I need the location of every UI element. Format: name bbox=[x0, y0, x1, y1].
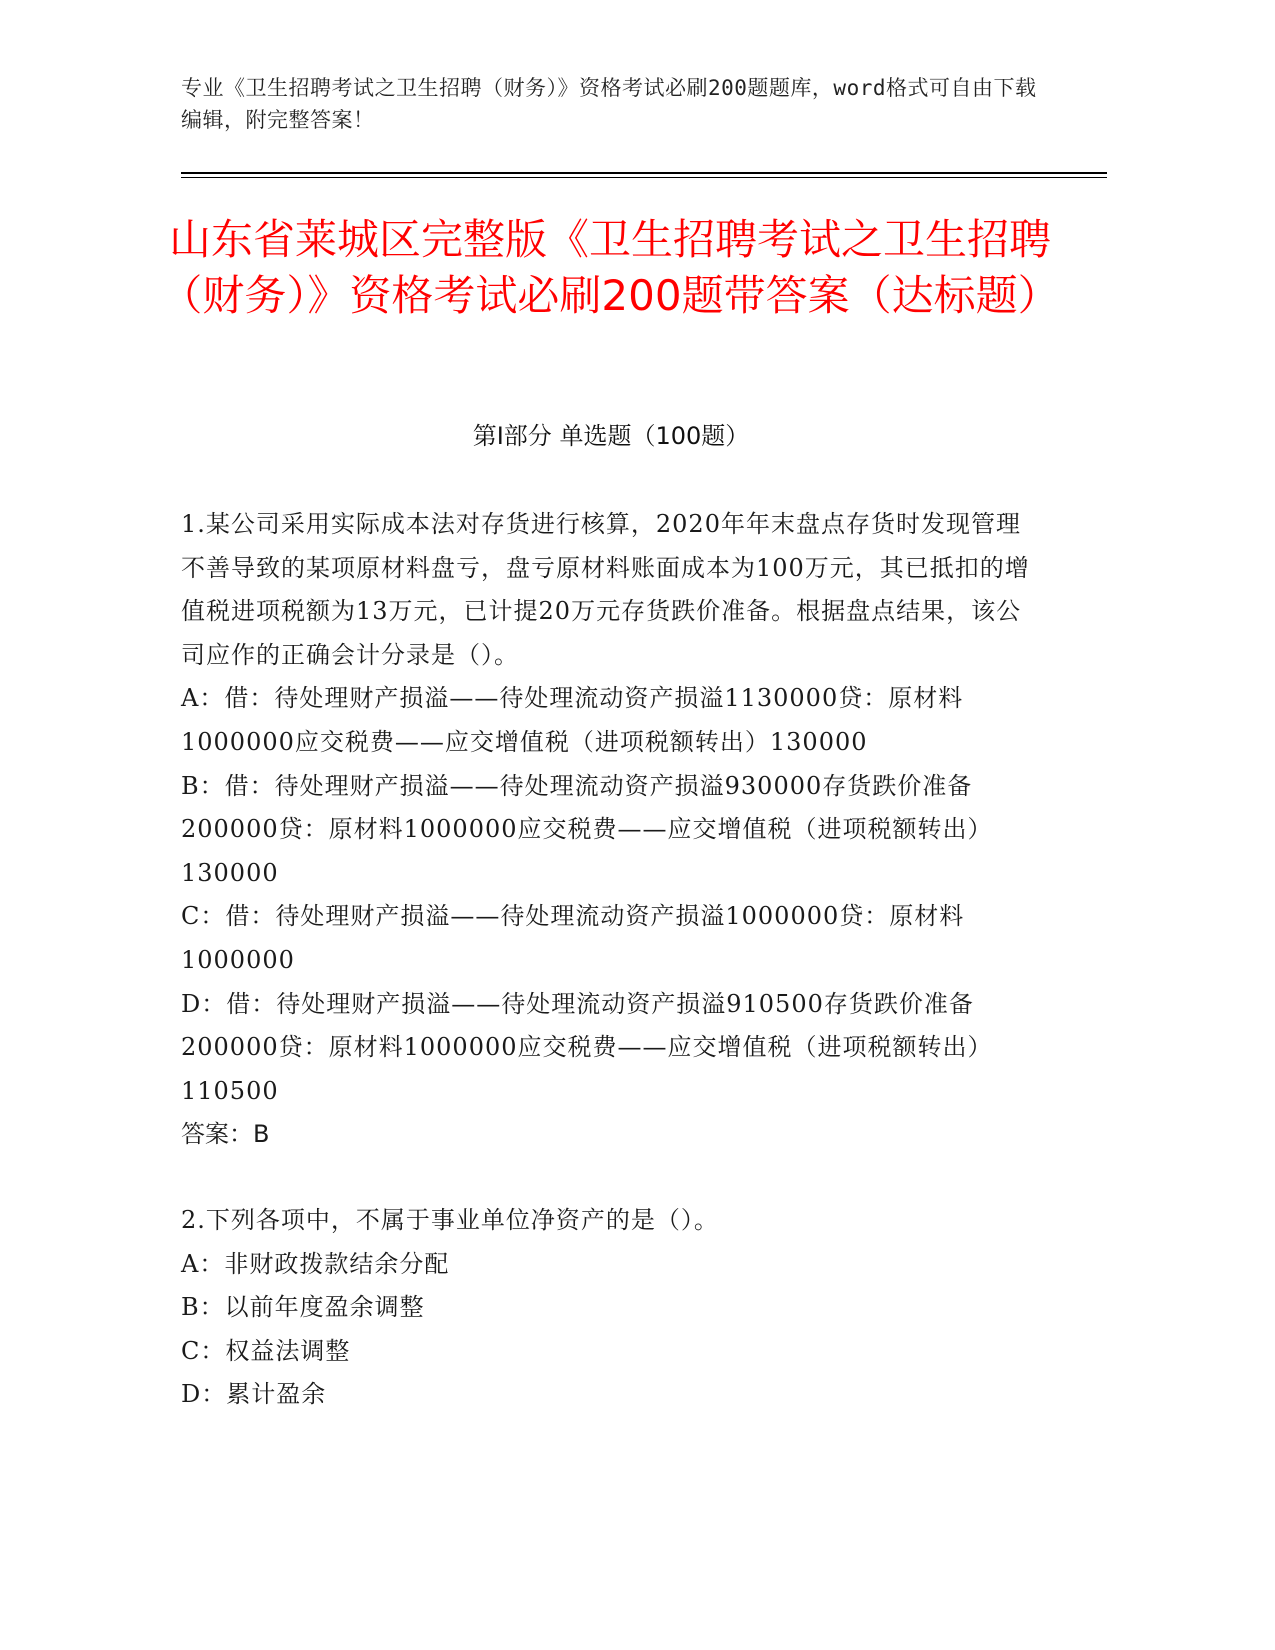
option-d: D：借：待处理财产损溢——待处理流动资产损溢910500存货跌价准备200000贷：原材料1000000应交税费——应交增值税（进项税额转出）110500 bbox=[181, 989, 993, 1105]
question-2 bbox=[181, 1199, 1031, 1417]
header-note: 专业《卫生招聘考试之卫生招聘（财务）》资格考试必刷200题题库，word格式可自由下载编辑，附完整答案！ bbox=[181, 76, 1037, 132]
header-divider-thick bbox=[181, 172, 1107, 174]
option-b: B：借：待处理财产损溢——待处理流动资产损溢930000存货跌价准备200000贷：原材料1000000应交税费——应交增值税（进项税额转出）130000 bbox=[181, 771, 993, 887]
question-list bbox=[181, 503, 1031, 1417]
document-title: 山东省莱城区完整版《卫生招聘考试之卫生招聘（财务）》资格考试必刷200题带答案（达标题） bbox=[160, 215, 1060, 320]
option-c: C：权益法调整 bbox=[181, 1336, 351, 1365]
option-a: A：非财政拨款结余分配 bbox=[181, 1249, 450, 1278]
answer-label: 答案：B bbox=[181, 1120, 270, 1149]
question-1 bbox=[181, 503, 1031, 1157]
section-heading: 第Ⅰ部分 单选题（100题） bbox=[472, 422, 750, 450]
question-stem: 1.某公司采用实际成本法对存货进行核算，2020年年末盘点存货时发现管理不善导致的某项原材料盘亏，盘亏原材料账面成本为100万元，其已抵扣的增值税进项税额为13万元，已计提20万元存货跌价准备。根据盘点结果，该公司应作的正确会计分录是（）。 bbox=[181, 510, 1030, 669]
option-d: D：累计盈余 bbox=[181, 1380, 327, 1409]
header-divider-thin bbox=[181, 177, 1107, 178]
question-stem: 2.下列各项中，不属于事业单位净资产的是（）。 bbox=[181, 1205, 719, 1234]
option-a: A：借：待处理财产损溢——待处理流动资产损溢1130000贷：原材料1000000应交税费——应交增值税（进项税额转出）130000 bbox=[181, 684, 964, 756]
option-c: C：借：待处理财产损溢——待处理流动资产损溢1000000贷：原材料1000000 bbox=[181, 902, 965, 974]
option-b: B：以前年度盈余调整 bbox=[181, 1293, 425, 1322]
